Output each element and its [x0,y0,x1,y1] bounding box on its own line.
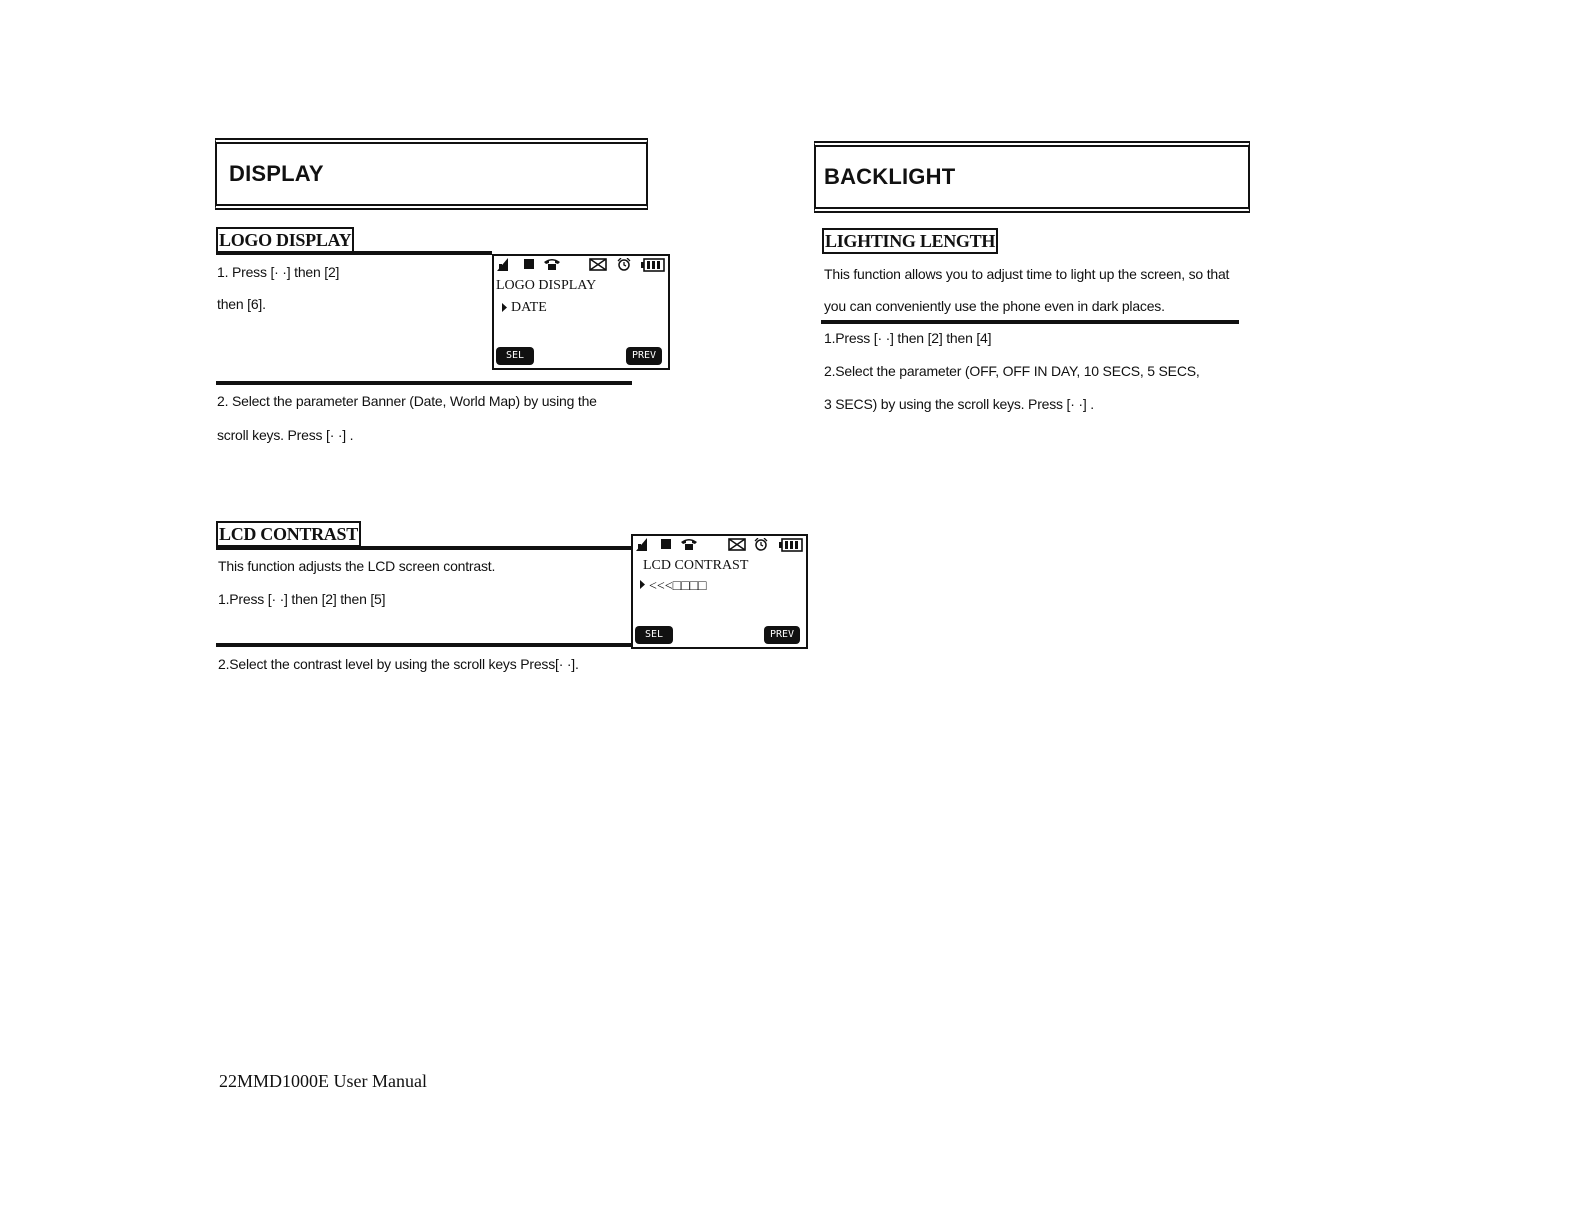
backlight-step2-line2: 3 SECS) by using the scroll keys. Press [· ·] . [824,396,1094,412]
logo-step1-line1: 1. Press [· ·] then [2] [217,264,340,280]
battery-icon [779,538,803,552]
lighting-length-heading: LIGHTING LENGTH [822,228,998,254]
lcd-status-bar [636,538,803,554]
backlight-title: BACKLIGHT [824,164,956,189]
pointer-arrow-icon [640,580,645,589]
pointer-arrow-icon [502,303,507,312]
envelope-icon [728,538,746,551]
lcd-menu-title: LOGO DISPLAY [496,278,597,293]
phone-icon [543,258,561,270]
logo-display-bottom-rule [216,381,632,385]
message-block-icon [660,538,672,550]
manual-footer: 22MMD1000E User Manual [219,1071,427,1091]
logo-display-heading: LOGO DISPLAY [216,227,354,253]
lcd-selected-option: DATE [511,300,547,315]
lcd-contrast-level: <<<□□□□ [649,579,707,594]
lcd-status-bar [497,258,665,274]
lcd-contrast-heading: LCD CONTRAST [216,521,361,547]
lcd-contrast-top-rule [216,546,632,550]
backlight-header-box [814,141,1250,213]
backlight-description-line1: This function allows you to adjust time to light up the screen, so that [824,266,1230,282]
message-block-icon [523,258,535,270]
alarm-icon [754,538,768,551]
sel-softkey[interactable]: SEL [635,626,673,644]
lcd-contrast-description: This function adjusts the LCD screen contrast. [218,558,496,574]
lcd-contrast-step2: 2.Select the contrast level by using the scroll keys Press[· ·]. [218,656,579,672]
signal-icon [636,538,648,551]
envelope-icon [589,258,607,271]
backlight-step1: 1.Press [· ·] then [2] then [4] [824,330,992,346]
lcd-contrast-step1: 1.Press [· ·] then [2] then [5] [218,591,386,607]
logo-step2-line2: scroll keys. Press [· ·] . [217,427,354,443]
signal-icon [497,258,509,271]
logo-step2-line1: 2. Select the parameter Banner (Date, World Map) by using the [217,393,597,409]
prev-softkey[interactable]: PREV [764,626,800,644]
backlight-step2-line1: 2.Select the parameter (OFF, OFF IN DAY, 10 SECS, 5 SECS, [824,363,1200,379]
logo-step1-line2: then [6]. [217,296,266,312]
phone-icon [680,538,698,550]
lcd-contrast-bottom-rule [216,643,632,647]
alarm-icon [617,258,631,271]
display-header-box [215,138,648,210]
lcd-contrast-lcd-screen [631,534,808,649]
display-title: DISPLAY [229,161,324,186]
backlight-rule [821,320,1239,324]
sel-softkey[interactable]: SEL [496,347,534,365]
prev-softkey[interactable]: PREV [626,347,662,365]
logo-display-lcd-screen [492,254,670,370]
backlight-description-line2: you can conveniently use the phone even in dark places. [824,298,1165,314]
lcd-menu-title: LCD CONTRAST [643,558,749,573]
battery-icon [641,258,665,272]
logo-display-top-rule [216,251,492,255]
